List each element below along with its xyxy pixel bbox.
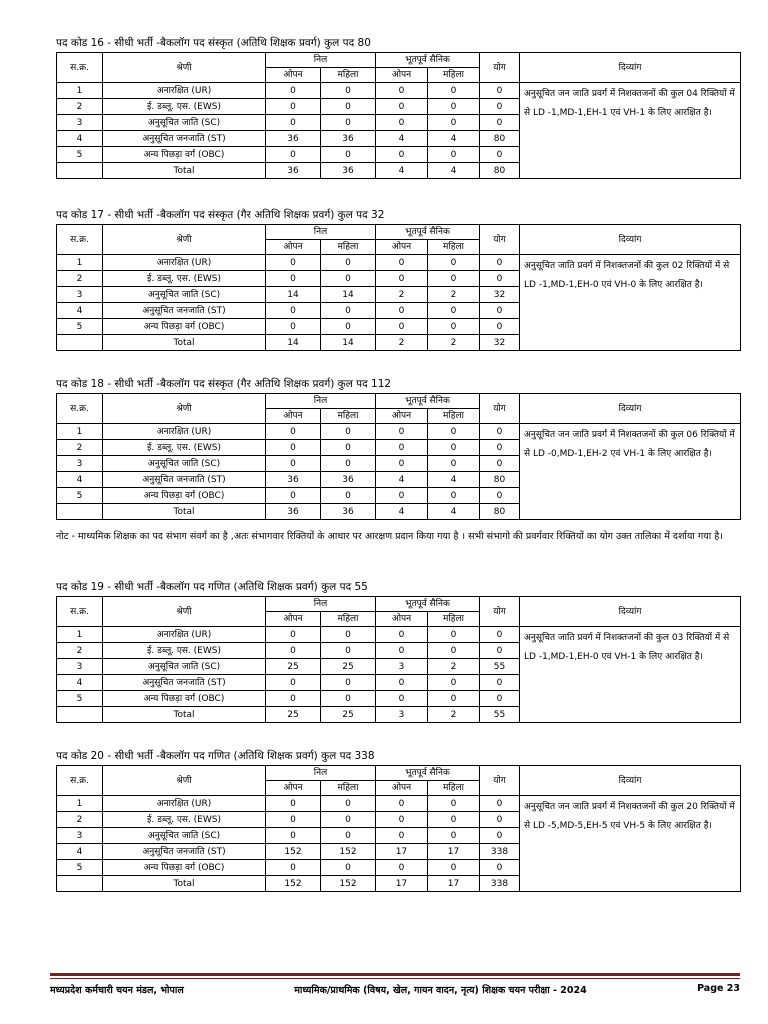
post-code-section: [56, 208, 740, 351]
general-open-cell: 152: [266, 844, 321, 860]
footer-page-number: Page 23: [697, 983, 740, 994]
general-female-cell: 0: [321, 83, 376, 99]
category-cell: अनुसूचित जाति (SC): [103, 287, 266, 303]
general-female-cell: 0: [321, 488, 376, 504]
header-row: [57, 766, 741, 781]
ex-serviceman-female-cell: 0: [428, 796, 480, 812]
post-code-section: [56, 36, 740, 179]
table-row: [57, 424, 741, 440]
header-row: [57, 53, 741, 68]
header-female: महिला: [321, 781, 376, 796]
header-total: योग: [480, 225, 520, 255]
header-female: महिला: [321, 240, 376, 255]
general-open-cell: 36: [266, 472, 321, 488]
ex-serviceman-female-cell: 0: [428, 271, 480, 287]
serial-cell: 5: [57, 319, 103, 335]
header-serial-no: स.क्र.: [57, 597, 103, 627]
serial-cell: [57, 707, 103, 723]
vacancy-table: [56, 393, 741, 520]
serial-cell: 1: [57, 424, 103, 440]
general-open-cell: 152: [266, 876, 321, 892]
serial-cell: [57, 876, 103, 892]
ex-serviceman-open-cell: 17: [376, 876, 428, 892]
post-code-section: [56, 580, 740, 723]
category-cell: अन्य पिछड़ा वर्ग (OBC): [103, 147, 266, 163]
total-cell: 0: [480, 812, 520, 828]
header-ex-serviceman: भूतपूर्व सैनिक: [376, 597, 480, 612]
ex-serviceman-open-cell: 0: [376, 99, 428, 115]
ex-serviceman-open-cell: 0: [376, 828, 428, 844]
general-female-cell: 0: [321, 255, 376, 271]
note-paragraph: नोट - माध्यमिक शिक्षक का पद संभाग संवर्ग का है ,अतः संभागवार रिक्तियों के आधार पर आरक्षण प्रदान किया गया है । सभी संभागो की प्रवर्गवार रिक्तियों का योग उक्त तालिका में दर्शाया गया है।: [56, 531, 723, 542]
header-ex-serviceman: भूतपूर्व सैनिक: [376, 53, 480, 68]
table-row: [57, 255, 741, 271]
general-female-cell: 25: [321, 707, 376, 723]
ex-serviceman-open-cell: 0: [376, 319, 428, 335]
header-serial-no: स.क्र.: [57, 766, 103, 796]
vacancy-table: [56, 224, 741, 351]
serial-cell: [57, 504, 103, 520]
total-cell: 55: [480, 707, 520, 723]
general-female-cell: 14: [321, 287, 376, 303]
category-cell: Total: [103, 876, 266, 892]
header-open: ओपन: [266, 612, 321, 627]
header-total: योग: [480, 53, 520, 83]
total-cell: 32: [480, 335, 520, 351]
ex-serviceman-open-cell: 0: [376, 255, 428, 271]
ex-serviceman-female-cell: 0: [428, 643, 480, 659]
ex-serviceman-female-cell: 0: [428, 456, 480, 472]
general-female-cell: 36: [321, 504, 376, 520]
general-female-cell: 0: [321, 319, 376, 335]
serial-cell: 1: [57, 83, 103, 99]
ex-serviceman-open-cell: 3: [376, 659, 428, 675]
category-cell: अन्य पिछड़ा वर्ग (OBC): [103, 488, 266, 504]
general-female-cell: 0: [321, 627, 376, 643]
ex-serviceman-open-cell: 0: [376, 440, 428, 456]
total-cell: 0: [480, 255, 520, 271]
ex-serviceman-female-cell: 0: [428, 115, 480, 131]
category-cell: अनारक्षित (UR): [103, 424, 266, 440]
header-female: महिला: [321, 409, 376, 424]
ex-serviceman-open-cell: 2: [376, 335, 428, 351]
category-cell: अन्य पिछड़ा वर्ग (OBC): [103, 691, 266, 707]
serial-cell: 2: [57, 812, 103, 828]
serial-cell: 1: [57, 627, 103, 643]
general-female-cell: 152: [321, 876, 376, 892]
general-female-cell: 0: [321, 271, 376, 287]
category-cell: Total: [103, 707, 266, 723]
general-open-cell: 0: [266, 424, 321, 440]
section-heading: पद कोड 20 - सीधी भर्ती -बैकलॉग पद गणित (अतिथि शिक्षक प्रवर्ग) कुल पद 338: [56, 750, 375, 762]
ex-serviceman-open-cell: 0: [376, 812, 428, 828]
general-female-cell: 0: [321, 828, 376, 844]
ex-serviceman-open-cell: 0: [376, 424, 428, 440]
ex-serviceman-open-cell: 17: [376, 844, 428, 860]
vacancy-table: [56, 52, 741, 179]
ex-serviceman-female-cell: 2: [428, 707, 480, 723]
serial-cell: 2: [57, 440, 103, 456]
general-open-cell: 0: [266, 255, 321, 271]
ex-serviceman-open-cell: 0: [376, 860, 428, 876]
ex-serviceman-open-cell: 0: [376, 675, 428, 691]
general-open-cell: 0: [266, 796, 321, 812]
general-open-cell: 0: [266, 147, 321, 163]
header-open: ओपन: [376, 68, 428, 83]
header-category: श्रेणी: [103, 597, 266, 627]
category-cell: Total: [103, 163, 266, 179]
post-code-section: [56, 377, 740, 520]
general-open-cell: 14: [266, 335, 321, 351]
header-serial-no: स.क्र.: [57, 225, 103, 255]
category-cell: अनुसूचित जाति (SC): [103, 659, 266, 675]
total-cell: 0: [480, 271, 520, 287]
general-female-cell: 36: [321, 472, 376, 488]
header-general: नि‍ल: [266, 225, 376, 240]
general-open-cell: 36: [266, 163, 321, 179]
serial-cell: 4: [57, 675, 103, 691]
header-open: ओपन: [376, 240, 428, 255]
general-open-cell: 0: [266, 828, 321, 844]
table-row: [57, 796, 741, 812]
general-open-cell: 0: [266, 860, 321, 876]
header-ex-serviceman: भूतपूर्व सैनिक: [376, 766, 480, 781]
ex-serviceman-open-cell: 4: [376, 504, 428, 520]
serial-cell: 2: [57, 99, 103, 115]
ex-serviceman-open-cell: 0: [376, 147, 428, 163]
general-female-cell: 0: [321, 115, 376, 131]
ex-serviceman-female-cell: 0: [428, 860, 480, 876]
total-cell: 0: [480, 83, 520, 99]
divyang-note: अनुसूचित जाति प्रवर्ग में निशक्तजनों की कुल 03 रिक्तियों में से LD -1,MD-1,EH-0 एवं VH-1 के लिए आरक्षित है।: [520, 627, 741, 723]
page-footer: [50, 983, 740, 996]
header-divyang: दिव्यांग: [520, 766, 741, 796]
ex-serviceman-open-cell: 0: [376, 691, 428, 707]
category-cell: अनुसूचित जनजाति (ST): [103, 303, 266, 319]
section-heading: पद कोड 17 - सीधी भर्ती -बैकलॉग पद संस्कृत (गैर अतिथि शिक्षक प्रवर्ग) कुल पद 32: [56, 209, 385, 221]
general-female-cell: 14: [321, 335, 376, 351]
general-female-cell: 25: [321, 659, 376, 675]
category-cell: अनारक्षित (UR): [103, 796, 266, 812]
general-female-cell: 0: [321, 456, 376, 472]
general-female-cell: 0: [321, 691, 376, 707]
section-heading: पद कोड 19 - सीधी भर्ती -बैकलॉग पद गणित (अतिथि शिक्षक प्रवर्ग) कुल पद 55: [56, 581, 368, 593]
general-female-cell: 0: [321, 796, 376, 812]
category-cell: Total: [103, 335, 266, 351]
ex-serviceman-female-cell: 2: [428, 287, 480, 303]
vacancy-table: [56, 596, 741, 723]
ex-serviceman-female-cell: 4: [428, 163, 480, 179]
serial-cell: 5: [57, 147, 103, 163]
total-cell: 0: [480, 147, 520, 163]
header-divyang: दिव्यांग: [520, 53, 741, 83]
total-cell: 0: [480, 860, 520, 876]
category-cell: ई. डब्लू. एस. (EWS): [103, 271, 266, 287]
ex-serviceman-open-cell: 0: [376, 456, 428, 472]
header-category: श्रेणी: [103, 53, 266, 83]
total-cell: 80: [480, 131, 520, 147]
general-open-cell: 0: [266, 271, 321, 287]
header-female: महिला: [428, 612, 480, 627]
total-cell: 0: [480, 675, 520, 691]
category-cell: अनुसूचित जाति (SC): [103, 828, 266, 844]
ex-serviceman-female-cell: 4: [428, 504, 480, 520]
category-cell: अन्य पिछड़ा वर्ग (OBC): [103, 319, 266, 335]
header-ex-serviceman: भूतपूर्व सैनिक: [376, 394, 480, 409]
total-cell: 0: [480, 456, 520, 472]
divyang-note: अनुसूचित जाति प्रवर्ग में निशक्तजनों की कुल 02 रिक्तियों में से LD -1,MD-1,EH-0 एवं VH-0 के लिए आरक्षित है।: [520, 255, 741, 351]
ex-serviceman-female-cell: 4: [428, 472, 480, 488]
category-cell: ई. डब्लू. एस. (EWS): [103, 812, 266, 828]
category-cell: अनुसूचित जनजाति (ST): [103, 472, 266, 488]
ex-serviceman-open-cell: 0: [376, 627, 428, 643]
general-open-cell: 0: [266, 627, 321, 643]
footer-exam-title: माध्यमिक/प्राथमिक (विषय, खेल, गायन वादन, नृत्य) शिक्षक चयन परीक्षा - 2024: [294, 985, 587, 996]
footer-organization: मध्यप्रदेश कर्मचारी चयन मंडल, भोपाल: [50, 985, 184, 996]
ex-serviceman-female-cell: 0: [428, 83, 480, 99]
serial-cell: 3: [57, 287, 103, 303]
category-cell: ई. डब्लू. एस. (EWS): [103, 643, 266, 659]
general-female-cell: 36: [321, 163, 376, 179]
footer-rule-thick: [50, 973, 740, 976]
general-open-cell: 0: [266, 675, 321, 691]
table-row: [57, 83, 741, 99]
ex-serviceman-female-cell: 2: [428, 659, 480, 675]
general-open-cell: 0: [266, 440, 321, 456]
category-cell: अन्य पिछड़ा वर्ग (OBC): [103, 860, 266, 876]
header-open: ओपन: [266, 240, 321, 255]
serial-cell: 5: [57, 488, 103, 504]
general-female-cell: 0: [321, 812, 376, 828]
category-cell: अनारक्षित (UR): [103, 627, 266, 643]
ex-serviceman-open-cell: 0: [376, 271, 428, 287]
ex-serviceman-female-cell: 0: [428, 675, 480, 691]
serial-cell: [57, 335, 103, 351]
ex-serviceman-female-cell: 0: [428, 691, 480, 707]
ex-serviceman-female-cell: 0: [428, 627, 480, 643]
header-open: ओपन: [376, 612, 428, 627]
ex-serviceman-open-cell: 0: [376, 796, 428, 812]
serial-cell: 3: [57, 659, 103, 675]
total-cell: 338: [480, 876, 520, 892]
ex-serviceman-female-cell: 0: [428, 488, 480, 504]
header-category: श्रेणी: [103, 225, 266, 255]
total-cell: 0: [480, 99, 520, 115]
header-open: ओपन: [266, 409, 321, 424]
category-cell: अनुसूचित जाति (SC): [103, 115, 266, 131]
general-open-cell: 0: [266, 83, 321, 99]
post-code-section: [56, 749, 740, 892]
ex-serviceman-female-cell: 0: [428, 440, 480, 456]
header-category: श्रेणी: [103, 394, 266, 424]
general-open-cell: 0: [266, 691, 321, 707]
header-total: योग: [480, 394, 520, 424]
serial-cell: 4: [57, 472, 103, 488]
header-row: [57, 394, 741, 409]
total-cell: 55: [480, 659, 520, 675]
general-open-cell: 0: [266, 812, 321, 828]
header-serial-no: स.क्र.: [57, 53, 103, 83]
category-cell: अनुसूचित जनजाति (ST): [103, 131, 266, 147]
header-divyang: दिव्यांग: [520, 597, 741, 627]
serial-cell: 4: [57, 844, 103, 860]
header-female: महिला: [428, 781, 480, 796]
total-cell: 80: [480, 472, 520, 488]
vacancy-table: [56, 765, 741, 892]
ex-serviceman-open-cell: 0: [376, 643, 428, 659]
general-female-cell: 0: [321, 643, 376, 659]
ex-serviceman-female-cell: 0: [428, 147, 480, 163]
total-cell: 32: [480, 287, 520, 303]
total-cell: 0: [480, 627, 520, 643]
section-heading: पद कोड 16 - सीधी भर्ती -बैकलॉग पद संस्कृत (अतिथि शिक्षक प्रवर्ग) कुल पद 80: [56, 37, 371, 49]
ex-serviceman-open-cell: 0: [376, 83, 428, 99]
general-open-cell: 25: [266, 707, 321, 723]
general-open-cell: 0: [266, 99, 321, 115]
general-open-cell: 0: [266, 456, 321, 472]
divyang-note: अनुसूचित जन जाति प्रवर्ग में निशक्तजनों की कुल 04 रिक्तियों में से LD -1,MD-1,EH-1 एवं VH-1 के लिए आरक्षित है।: [520, 83, 741, 179]
ex-serviceman-open-cell: 3: [376, 707, 428, 723]
header-general: नि‍ल: [266, 53, 376, 68]
total-cell: 0: [480, 440, 520, 456]
header-row: [57, 597, 741, 612]
serial-cell: 1: [57, 796, 103, 812]
general-open-cell: 36: [266, 131, 321, 147]
general-female-cell: 152: [321, 844, 376, 860]
general-female-cell: 0: [321, 424, 376, 440]
ex-serviceman-open-cell: 0: [376, 488, 428, 504]
total-cell: 0: [480, 115, 520, 131]
ex-serviceman-open-cell: 2: [376, 287, 428, 303]
header-general: नि‍ल: [266, 597, 376, 612]
header-total: योग: [480, 766, 520, 796]
serial-cell: 1: [57, 255, 103, 271]
category-cell: ई. डब्लू. एस. (EWS): [103, 440, 266, 456]
section-heading: पद कोड 18 - सीधी भर्ती -बैकलॉग पद संस्कृत (गैर अतिथि शिक्षक प्रवर्ग) कुल पद 112: [56, 378, 392, 390]
general-female-cell: 0: [321, 303, 376, 319]
serial-cell: 3: [57, 456, 103, 472]
general-open-cell: 14: [266, 287, 321, 303]
general-open-cell: 36: [266, 504, 321, 520]
ex-serviceman-open-cell: 4: [376, 472, 428, 488]
ex-serviceman-female-cell: 0: [428, 828, 480, 844]
serial-cell: 4: [57, 303, 103, 319]
total-cell: 80: [480, 163, 520, 179]
ex-serviceman-female-cell: 4: [428, 131, 480, 147]
category-cell: ई. डब्लू. एस. (EWS): [103, 99, 266, 115]
header-general: नि‍ल: [266, 394, 376, 409]
total-cell: 338: [480, 844, 520, 860]
ex-serviceman-female-cell: 0: [428, 812, 480, 828]
header-total: योग: [480, 597, 520, 627]
header-general: नि‍ल: [266, 766, 376, 781]
general-female-cell: 0: [321, 99, 376, 115]
total-cell: 0: [480, 691, 520, 707]
general-open-cell: 25: [266, 659, 321, 675]
category-cell: अनुसूचित जाति (SC): [103, 456, 266, 472]
ex-serviceman-female-cell: 0: [428, 303, 480, 319]
total-cell: 0: [480, 643, 520, 659]
header-female: महिला: [428, 68, 480, 83]
general-open-cell: 0: [266, 319, 321, 335]
category-cell: अनुसूचित जनजाति (ST): [103, 844, 266, 860]
total-cell: 0: [480, 424, 520, 440]
serial-cell: [57, 163, 103, 179]
header-open: ओपन: [266, 68, 321, 83]
category-cell: अनारक्षित (UR): [103, 255, 266, 271]
general-open-cell: 0: [266, 488, 321, 504]
header-female: महिला: [428, 409, 480, 424]
serial-cell: 5: [57, 691, 103, 707]
footer-rule-thin: [50, 978, 740, 979]
header-open: ओपन: [376, 781, 428, 796]
ex-serviceman-open-cell: 0: [376, 303, 428, 319]
header-open: ओपन: [266, 781, 321, 796]
serial-cell: 2: [57, 271, 103, 287]
category-cell: अनारक्षित (UR): [103, 83, 266, 99]
total-cell: 0: [480, 796, 520, 812]
category-cell: Total: [103, 504, 266, 520]
serial-cell: 2: [57, 643, 103, 659]
header-ex-serviceman: भूतपूर्व सैनिक: [376, 225, 480, 240]
ex-serviceman-female-cell: 0: [428, 255, 480, 271]
table-row: [57, 627, 741, 643]
general-female-cell: 0: [321, 440, 376, 456]
divyang-note: अनुसूचित जन जाति प्रवर्ग में निशक्तजनों की कुल 20 रिक्तियों में से LD -5,MD-5,EH-5 एवं VH-5 के लिए आरक्षित है।: [520, 796, 741, 892]
header-category: श्रेणी: [103, 766, 266, 796]
category-cell: अनुसूचित जनजाति (ST): [103, 675, 266, 691]
ex-serviceman-open-cell: 4: [376, 163, 428, 179]
general-open-cell: 0: [266, 115, 321, 131]
header-serial-no: स.क्र.: [57, 394, 103, 424]
general-female-cell: 0: [321, 147, 376, 163]
header-divyang: दिव्यांग: [520, 394, 741, 424]
total-cell: 80: [480, 504, 520, 520]
ex-serviceman-female-cell: 2: [428, 335, 480, 351]
header-row: [57, 225, 741, 240]
general-female-cell: 0: [321, 860, 376, 876]
header-female: महिला: [321, 612, 376, 627]
header-open: ओपन: [376, 409, 428, 424]
serial-cell: 3: [57, 115, 103, 131]
total-cell: 0: [480, 488, 520, 504]
ex-serviceman-female-cell: 17: [428, 844, 480, 860]
ex-serviceman-open-cell: 0: [376, 115, 428, 131]
serial-cell: 5: [57, 860, 103, 876]
serial-cell: 4: [57, 131, 103, 147]
ex-serviceman-female-cell: 0: [428, 424, 480, 440]
general-open-cell: 0: [266, 303, 321, 319]
general-female-cell: 36: [321, 131, 376, 147]
header-divyang: दिव्यांग: [520, 225, 741, 255]
ex-serviceman-female-cell: 0: [428, 99, 480, 115]
general-open-cell: 0: [266, 643, 321, 659]
general-female-cell: 0: [321, 675, 376, 691]
ex-serviceman-open-cell: 4: [376, 131, 428, 147]
serial-cell: 3: [57, 828, 103, 844]
ex-serviceman-female-cell: 0: [428, 319, 480, 335]
divyang-note: अनुसूचित जन जाति प्रवर्ग में निशक्तजनों की कुल 06 रिक्तियों में से LD -0,MD-1,EH-2 एवं VH-1 के लिए आरक्षित है।: [520, 424, 741, 520]
ex-serviceman-female-cell: 17: [428, 876, 480, 892]
total-cell: 0: [480, 319, 520, 335]
total-cell: 0: [480, 828, 520, 844]
header-female: महिला: [428, 240, 480, 255]
total-cell: 0: [480, 303, 520, 319]
header-female: महिला: [321, 68, 376, 83]
